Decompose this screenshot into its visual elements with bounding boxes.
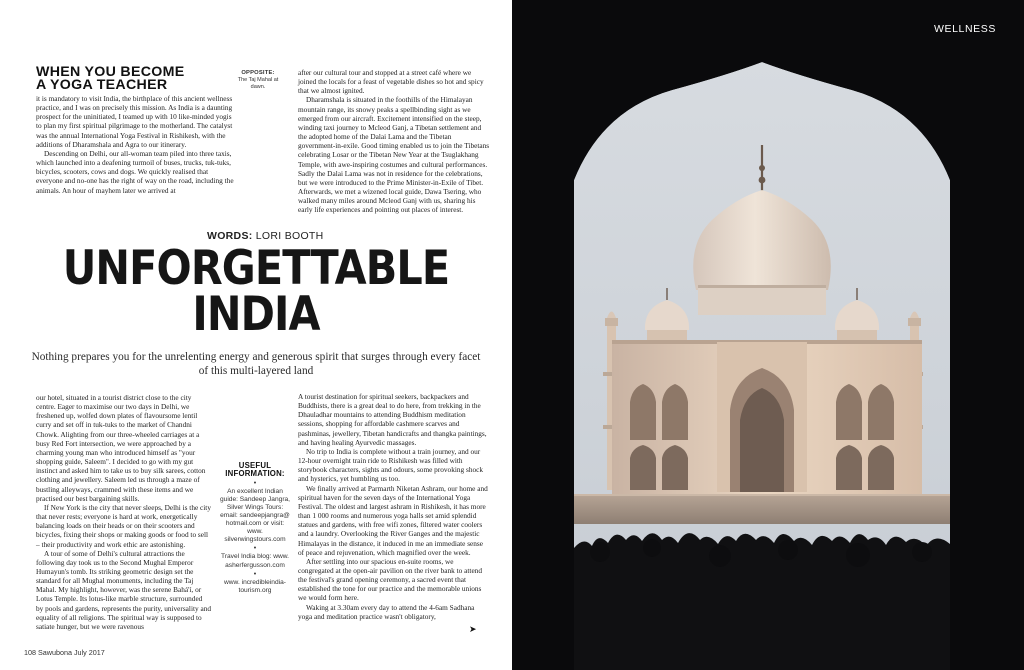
paragraph: We finally arrived at Parmarth Niketan Ashram, our home and spiritual haven for the seven days of the International Yoga Festival. The oldest and largest ashram in Rishikesh, it has more than 1 000 rooms and numerous yoga halls set amid splendid statues and gardens, with free wifi zones, filtered water coolers and a laundry. Overlooking the River Ganges and the majestic Himalayas in the distance, it induced in me an immediate sense of peace and rejuvenation, which magnified over the week. xyxy=(298,483,488,557)
paragraph: it is mandatory to visit India, the birthplace of this ancient wellness practice, and I was on precisely this mission. As India is a daunting prospect for the uninitiated, I teamed up with 10 like-minded yogis to plan my first spiritual pilgrimage to the motherland. The catalyst was the annual International Yoga Festival in Rishikesh, with the additions of Dharamshala and Agra to our itinerary. xyxy=(36,94,233,149)
paragraph: After settling into our spacious en-suite rooms, we congregated at the open-air pavilion on the river bank to attend the festival's grand opening ceremony, a sacred event that established the tone for our practice and the memorable unions we would form here. xyxy=(298,556,482,603)
subhead-line-2: A YOGA TEACHER xyxy=(36,77,168,94)
sidebar-title-line-2: INFORMATION: xyxy=(225,469,285,479)
column-a-top xyxy=(36,94,236,195)
paragraph: No trip to India is complete without a train journey, and our 12-hour overnight train ride to Rishikesh was filled with storybook characters, sights and odours, some provoking shock and hysterics, yet humbling us too. xyxy=(298,446,484,484)
headline-line-1: UNFORGETTABLE xyxy=(62,241,450,296)
sidebar-item-guide: An excellent Indian guide: Sandeep Jangra, Silver Wings Tours: email: sandeepjangra@ hotmail.com or visit: www. silverwingstours.com xyxy=(219,487,291,544)
paragraph: A tourist destination for spiritual seekers, backpackers and Buddhists, there is a great deal to do here, from trekking in the Dhauladhar mountains to attending Buddhism meditation sessions, shopping for affordable cashmere scarves and pashminas, jewellery, Tibetan handicrafts and thangka paintings, and having healing Ayurvedic massages. xyxy=(298,392,487,447)
byline-author: LORI BOOTH xyxy=(255,230,324,242)
subhead xyxy=(36,66,236,93)
byline-label: WORDS: xyxy=(207,230,253,242)
useful-information-box xyxy=(218,462,292,595)
paragraph: A tour of some of Delhi's cultural attractions the following day took us to the Second Mughal Emperor Humayun's tomb. Its striking geometric design set the standard for all Mughal monuments, including the Taj Mahal. My highlight, however, was the serene Bahá'í, or Lotus Temple. Its lotus-like marble structure, surrounded by pools and gardens, represents the purity, universality and equality of all religions. The spiritual way is supposed to satiate hunger, but we were ravenous xyxy=(36,548,212,631)
bullet-icon: • xyxy=(253,545,257,553)
page-folio: 108 Sawubona July 2017 xyxy=(24,648,105,657)
taj-mahal-arch-photo-icon xyxy=(512,0,1024,670)
continue-arrow-icon: ➤ xyxy=(469,625,477,635)
paragraph: our hotel, situated in a tourist district close to the city centre. Eager to maximise our two days in Delhi, we freshened up, wolfed down plates of flavoursome lentil curry and set off in tuk-tuks to the market of Chandni Chowk. Alighting from our three-wheeled carriages at a busy Red Fort intersection, we were approached by a charming young man who introduced himself as "your shopping guide, Saleem". I decided to go with my gut instinct and asked him to take us to buy silk sarees, cotton clothing and jewellery. Saleem led us through a maze of bustling alleyways, crammed with these items and we practised our best bargaining skills. xyxy=(36,393,206,503)
standfirst: Nothing prepares you for the unrelenting energy and generous spirit that surges through every facet of this multi-layered land xyxy=(31,351,481,378)
photo-caption xyxy=(230,70,286,91)
sidebar-item-tourism-site: www. incredibleindia-tourism.org xyxy=(224,578,286,594)
paragraph: If New York is the city that never sleeps, Delhi is the city that never rests; everyone is hard at work, energetically balancing loads on their heads or on their scooters and bicycles, fixing their shops or making goods or food to sell – their productivity and work ethic are astonishing. xyxy=(36,502,211,549)
bullet-icon: • xyxy=(253,570,257,578)
paragraph: Waking at 3.30am every day to attend the 4-6am Sadhana yoga and meditation practice wasn't obligatory, xyxy=(298,602,475,621)
right-page xyxy=(512,0,1024,670)
headline-line-2: INDIA xyxy=(192,287,320,342)
paragraph: after our cultural tour and stopped at a street café where we joined the locals for a feast of vegetable dishes so hot and spicy that we almost ignited. xyxy=(298,68,484,96)
column-a-bottom xyxy=(36,393,211,631)
caption-label: OPPOSITE: xyxy=(241,70,275,76)
subhead-line-1: WHEN YOU BECOME xyxy=(36,64,185,80)
sidebar-title-line-1: USEFUL xyxy=(238,461,272,470)
section-tag: WELLNESS xyxy=(934,23,996,35)
page-title xyxy=(36,241,476,342)
bullet-icon: • xyxy=(253,479,257,487)
caption-text: The Taj Mahal at dawn. xyxy=(237,77,279,90)
sidebar-item-blog: Travel India blog: www. asherfergusson.com xyxy=(221,553,289,569)
column-b-top xyxy=(298,68,490,215)
paragraph: Dharamshala is situated in the foothills of the Himalayan mountain range, its snowy peaks a spellbinding sight as we emerged from our aircraft. Excitement intensified on the steep, winding taxi journey to Mcleod Ganj, a Tibetan settlement and the adopted home of the Dalai Lama and the Tibetan government-in-exile. Good timing enabled us to join the Tibetans celebrating Losar or the Tibetan New Year at the Tsuglakhang Temple, with awe-inspiring costumes and cultural performances. Sadly the Dalai Lama was not in residence for the celebrations, but we were introduced to the Prime Minister-in-Exile of Tibet. Afterwards, we met a wizened local guide, Dawa Tsering, who walked many miles around Mcleod Ganj with us, sharing his early life experiences and pointing out places of interest. xyxy=(298,95,490,215)
paragraph: Descending on Delhi, our all-woman team piled into three taxis, which launched into a deafening turmoil of buses, trucks, tuk-tuks, bicycles, scooters, cows and dogs. We quickly realised that everyone and no-one has the right of way on the road, including the animals. An hour of mayhem later we arrived at xyxy=(36,148,234,195)
column-c-bottom xyxy=(298,392,490,621)
